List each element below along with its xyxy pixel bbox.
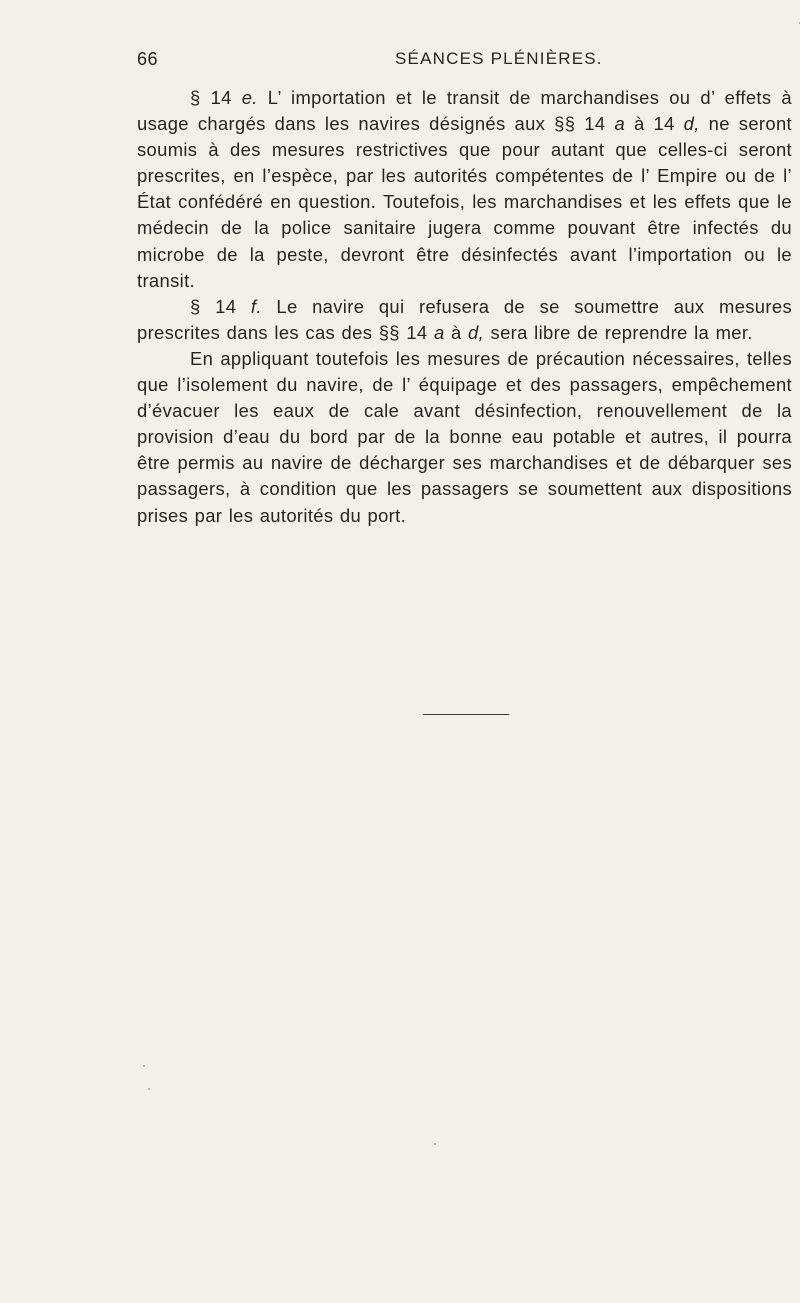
paragraph-14e-ref-a: a: [614, 113, 626, 135]
paper-speck: [148, 1088, 150, 1090]
paragraph-14e: [137, 85, 792, 294]
page-header: [137, 49, 792, 73]
paragraph-14f-text-3: sera libre de reprendre la mer.: [484, 321, 753, 343]
paragraph-14f-letter: f.: [250, 295, 262, 317]
paragraph-14f-ref-a: a: [433, 321, 445, 343]
paragraph-14f-text-2: à: [444, 321, 469, 343]
running-head: SÉANCES PLÉNIÈRES.: [395, 49, 603, 68]
paragraph-14e-text-3: ne seront soumis à des mesures restrictives que pour autant que celles-ci seront prescrites, en l’espèce, par les autorités compétentes de l’ Empire ou de l’ État confédéré en question. Toutefois, les marchandises et les effets que le médecin de la police sanitaire jugera comme pouvant être infectés du microbe de la peste, devront être désinfectés avant l’importation ou le transit.: [137, 113, 793, 291]
page-number: 66: [137, 49, 159, 69]
paragraph-14e-text-2: à 14: [625, 113, 684, 135]
paragraph-14e-section: § 14: [190, 87, 242, 108]
paragraph-14f-ref-d: d,: [468, 321, 485, 343]
paragraph-14f: [137, 294, 792, 346]
paragraph-14f-text-1: Le navire qui refusera de se soumettre aux mesures prescrites dans les cas des §§ 14: [137, 295, 792, 343]
paper-speck: [143, 1065, 145, 1067]
paragraph-precautions: En appliquant toutefois les mesures de précaution nécessaires, telles que l’isolement du navire, de l’ équipage et des passagers, empêchement d’évacuer les eaux de cale avant désinfection, renouvellement de la provision d’eau du bord par de la bonne eau potable et autres, il pourra être permis au navire de décharger ses marchandises et de débarquer ses passagers, à condition que les passagers se soumettent aux dispositions prises par les autorités du port.: [137, 347, 792, 526]
paragraph-14e-ref-d: d,: [683, 113, 700, 135]
body-text: [137, 85, 792, 529]
paper-speck: [434, 1143, 436, 1145]
paragraph-14e-letter: e.: [241, 87, 258, 108]
paragraph-14f-section: § 14: [190, 295, 251, 317]
paragraph-14e-text-1: L’ importation et le transit de marchandises ou d’ effets à usage chargés dans les navires désignés aux §§ 14: [137, 87, 792, 135]
section-end-rule: [423, 714, 509, 715]
